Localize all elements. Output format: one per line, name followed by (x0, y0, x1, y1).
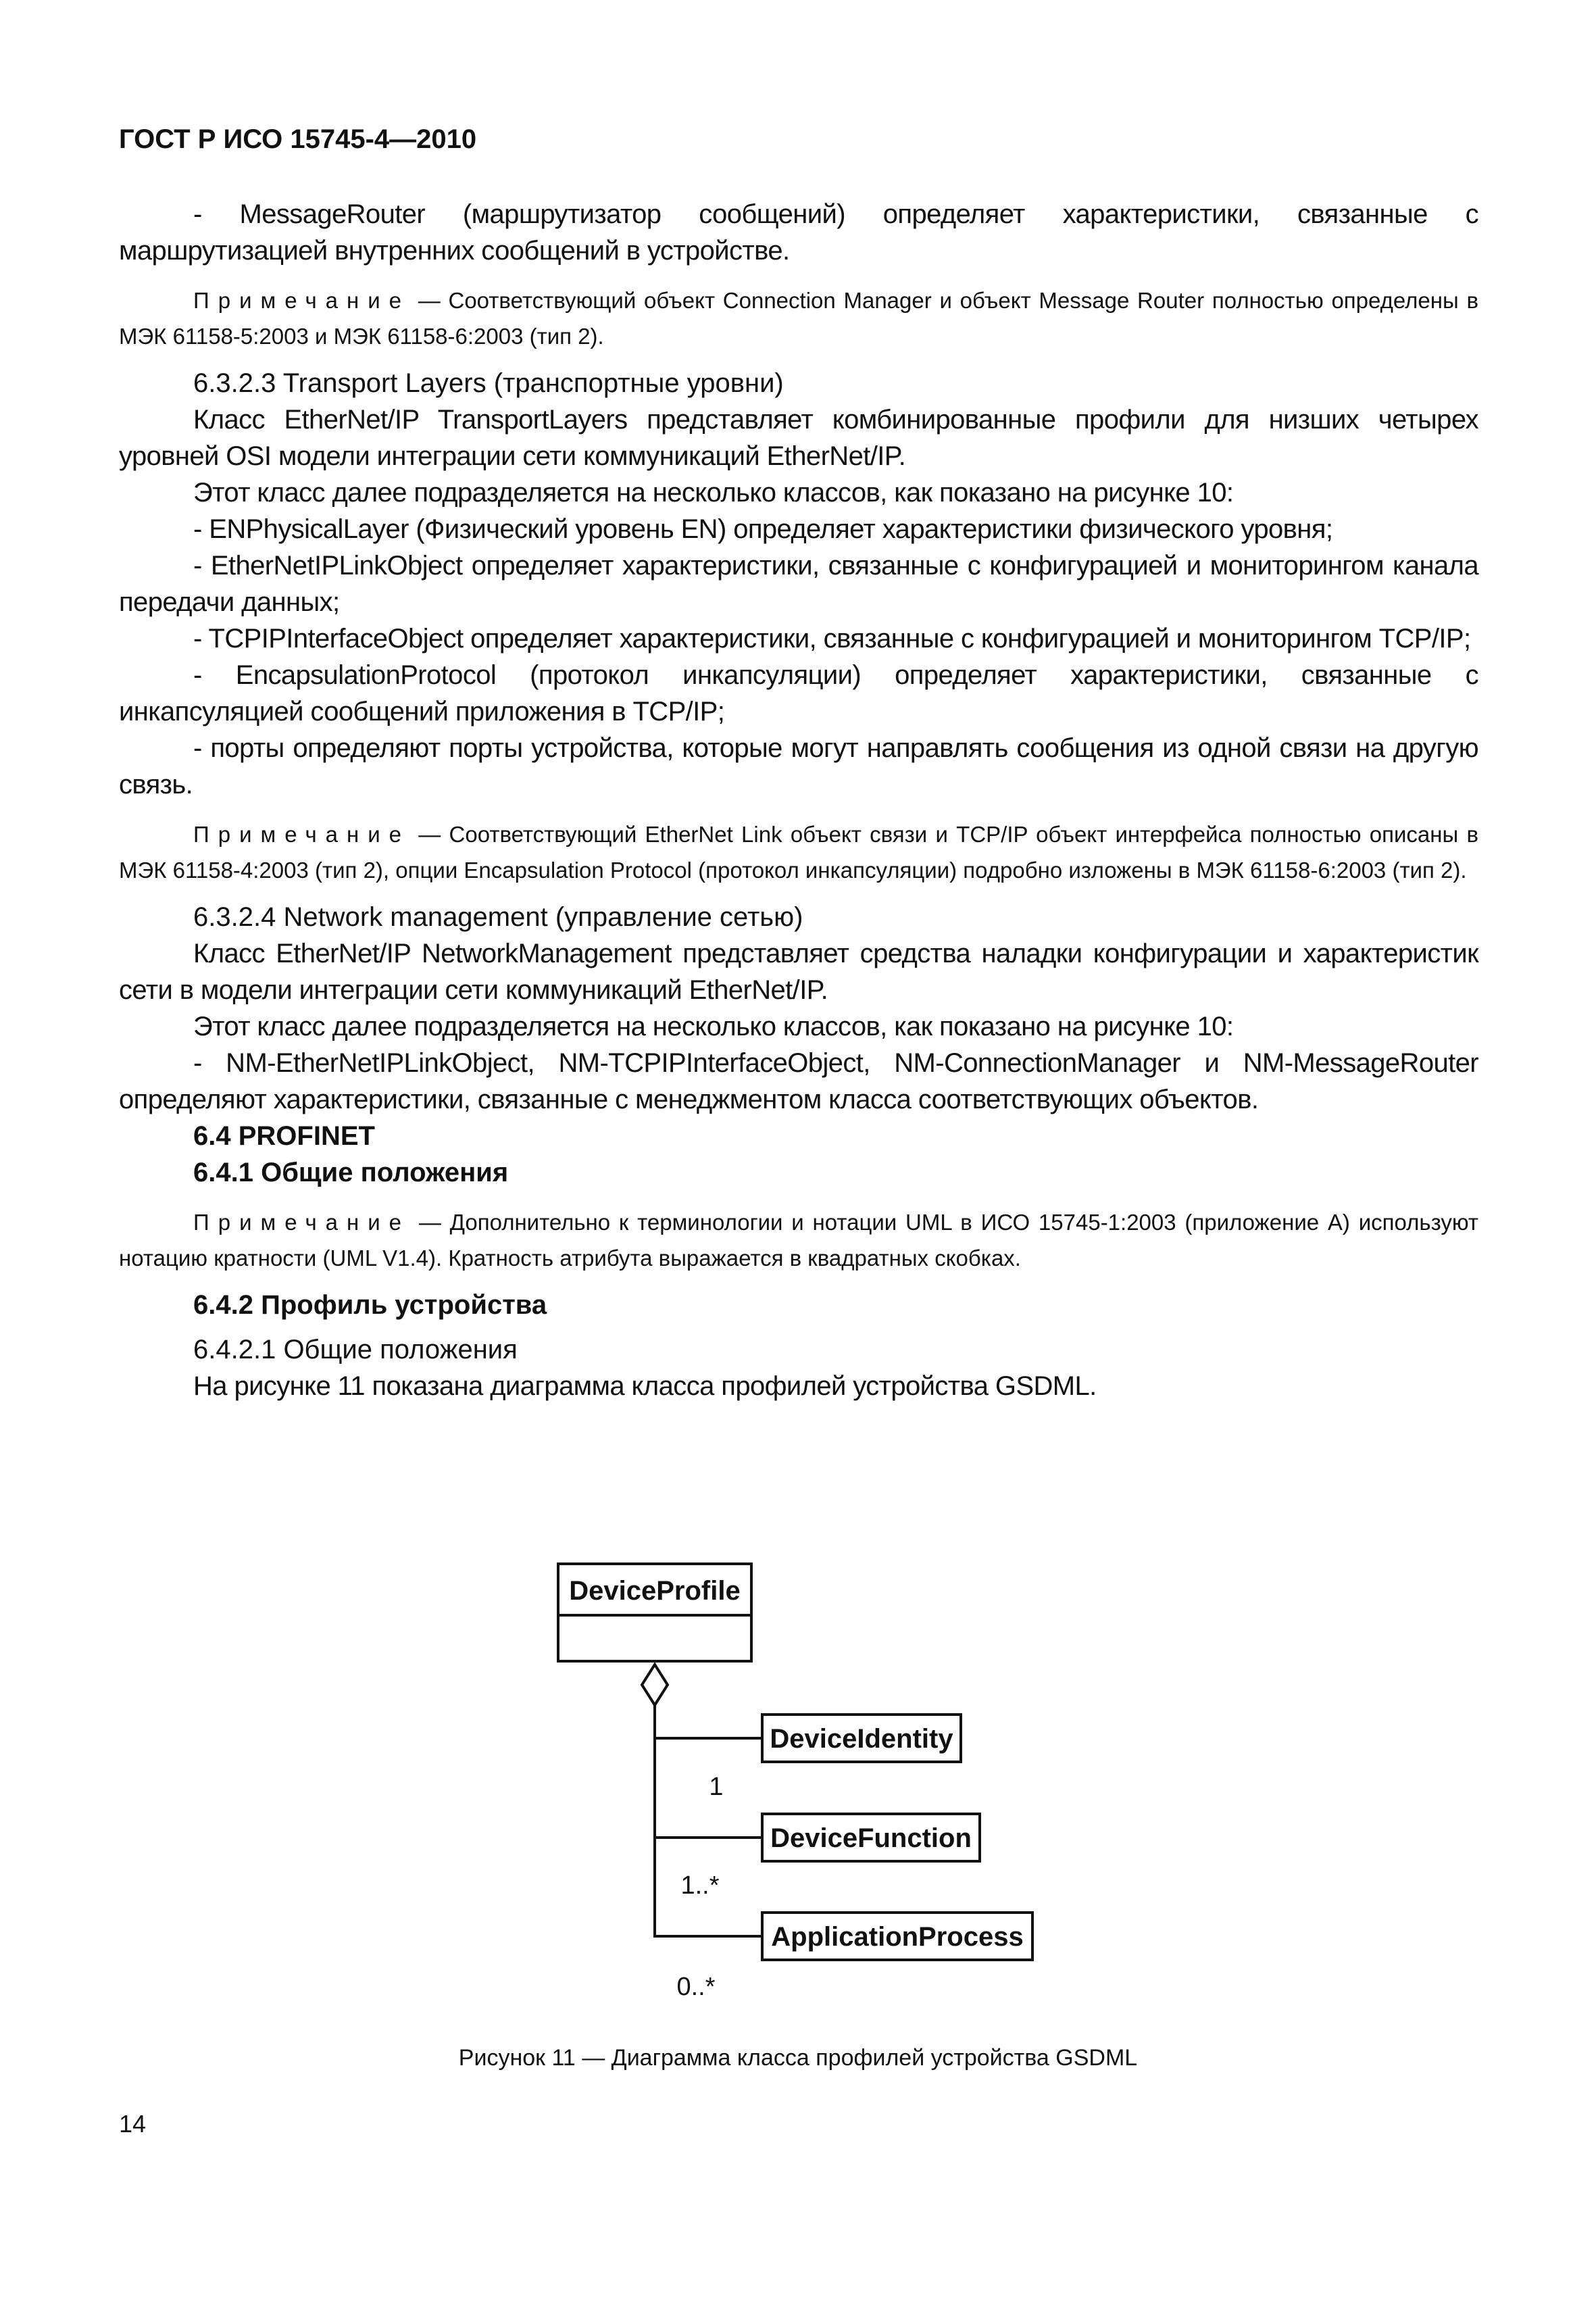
body-paragraph: На рисунке 11 показана диаграмма класса профилей устройства GSDML. (193, 1371, 1097, 1401)
device-identity-label: DeviceIdentity (770, 1724, 953, 1754)
note-label: Примечание (193, 822, 411, 847)
body-paragraph: Этот класс далее подразделяется на несколько классов, как показано на рисунке 10: (193, 1012, 1234, 1041)
body-paragraph: Класс EtherNet/IP NetworkManagement представляет средства наладки конфигурации и характеристик сети в модели интеграции сети коммуникаций EtherNet/IP. (119, 939, 1478, 1005)
page-header: ГОСТ Р ИСО 15745-4—2010 (119, 124, 477, 154)
application-process-multiplicity: 0..* (676, 1973, 716, 2001)
subsection-title: 6.3.2.4 Network management (управление сетью) (193, 902, 803, 932)
note-text: — Соответствующий объект Connection Manager и объект Message Router полностью определены в МЭК 61158-5:2003 и МЭК 61158-6:2003 (тип 2). (119, 288, 1478, 349)
note-label: Примечание (193, 1210, 411, 1235)
body-paragraph: - TCPIPInterfaceObject определяет характеристики, связанные с конфигурацией и мониторингом TCP/IP; (193, 624, 1471, 654)
note-label: Примечание (193, 288, 411, 313)
page-number: 14 (119, 2110, 147, 2138)
body-paragraph: - NM-EtherNetIPLinkObject, NM-TCPIPInterfaceObject, NM-ConnectionManager и NM-MessageRouter определяют характеристики, связанные с менеджментом класса соответствующих объектов. (119, 1048, 1478, 1114)
body-paragraph: - MessageRouter (маршрутизатор сообщений) определяет характеристики, связанные с маршрутизацией внутренних сообщений в устройстве. (119, 199, 1478, 266)
figure-caption: Рисунок 11 — Диаграмма класса профилей устройства GSDML (458, 2045, 1138, 2071)
body-paragraph: Этот класс далее подразделяется на несколько классов, как показано на рисунке 10: (193, 478, 1234, 508)
subsection-title: 6.4.2.1 Общие положения (193, 1335, 518, 1364)
body-paragraph: Класс EtherNet/IP TransportLayers представляет комбинированные профили для низших четырех уровней OSI модели интеграции сети коммуникаций EtherNet/IP. (119, 405, 1478, 471)
device-function-label: DeviceFunction (770, 1823, 972, 1853)
aggregation-diamond (642, 1665, 668, 1705)
application-process-label: ApplicationProcess (771, 1922, 1024, 1952)
note-text: — Дополнительно к терминологии и нотации UML в ИСО 15745-1:2003 (приложение А) используют нотацию кратности (UML V1.4). Кратность атрибута выражается в квадратных скобках. (119, 1210, 1478, 1271)
section-heading: 6.4.1 Общие положения (193, 1158, 509, 1187)
body-paragraph: - ENPhysicalLayer (Физический уровень EN) определяет характеристики физического уровня; (193, 514, 1333, 544)
device-profile-label: DeviceProfile (569, 1576, 741, 1606)
body-paragraph: - EtherNetIPLinkObject определяет характеристики, связанные с конфигурацией и мониторингом канала передачи данных; (119, 551, 1478, 617)
subsection-title: 6.3.2.3 Transport Layers (транспортные уровни) (193, 368, 784, 398)
device-identity-multiplicity: 1 (709, 1773, 724, 1801)
section-heading: 6.4.2 Профиль устройства (193, 1290, 547, 1320)
body-paragraph: - EncapsulationProtocol (протокол инкапсуляции) определяет характеристики, связанные с инкапсуляцией сообщений приложения в TCP/IP; (119, 660, 1478, 727)
section-heading: 6.4 PROFINET (193, 1121, 375, 1151)
body-paragraph: - порты определяют порты устройства, которые могут направлять сообщения из одной связи на другую связь. (119, 733, 1478, 799)
device-function-multiplicity: 1..* (680, 1871, 720, 1900)
note-text: — Соответствующий EtherNet Link объект связи и TCP/IP объект интерфейса полностью описаны в МЭК 61158-4:2003 (тип 2), опции Encapsulation Protocol (протокол инкапсуляции) подробно изложены в МЭК 61158-6:2003 (тип 2). (119, 822, 1478, 883)
